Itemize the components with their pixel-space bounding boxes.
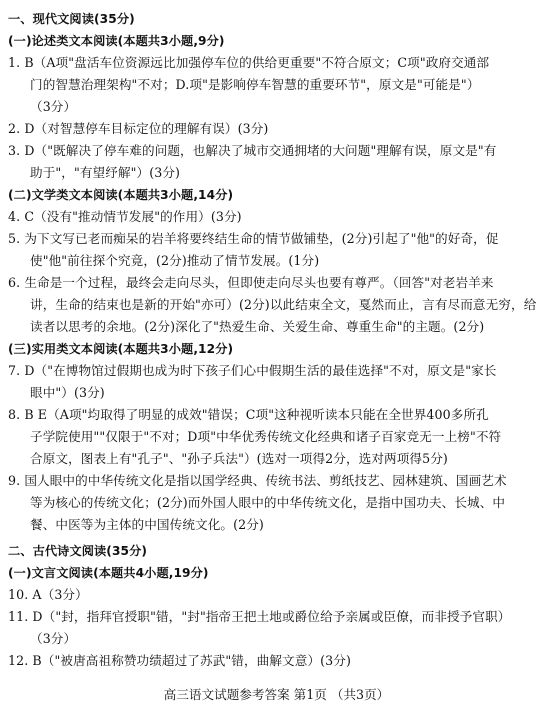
answer-3-line-2: 助于"，"有望纾解"）(3分) — [30, 165, 181, 180]
answer-11-line-2: （3分） — [30, 631, 77, 646]
subsection-heading-practical: (三)实用类文本阅读(本题共3小题,12分) — [8, 342, 234, 356]
answer-1-line-1: 1. B（A项"盘活车位资源远比加强停车位的供给更重要"不符合原文；C项"政府交通部 — [8, 55, 490, 70]
answer-5-line-2: 使"他"前往探个究竟，(2分)推动了情节发展。(1分) — [30, 253, 320, 268]
subsection-heading-classical-prose: (一)文言文阅读(本题共4小题,19分) — [8, 566, 209, 580]
answer-8-line-1: 8. B E（A项"均取得了明显的成效"错误；C项"这种视听读本只能在全世界400多所孔 — [8, 407, 489, 422]
answer-7-line-2: 眼中"）(3分) — [30, 385, 105, 400]
answer-6-line-1: 6. 生命是一个过程，最终会走向尽头，但即使走向尽头也要有尊严。（回答"对老岩羊来 — [8, 275, 494, 290]
section-heading-modern-reading: 一、现代文阅读(35分) — [8, 12, 135, 26]
answer-9-line-2: 等为核心的传统文化；(2分)而外国人眼中的中华传统文化，是指中国功夫、长城、中 — [30, 495, 506, 510]
answer-9-line-1: 9. 国人眼中的中华传统文化是指以国学经典、传统书法、剪纸技艺、园林建筑、国画艺术 — [8, 473, 507, 488]
answer-4: 4. C（没有"推动情节发展"的作用）(3分) — [8, 209, 242, 224]
answer-9-line-3: 餐、中医等为主体的中国传统文化。(2分) — [30, 517, 264, 532]
answer-1-line-3: （3分） — [30, 99, 77, 114]
answer-2: 2. D（对智慧停车目标定位的理解有误）(3分) — [8, 121, 269, 136]
subsection-heading-argumentative: (一)论述类文本阅读(本题共3小题,9分) — [8, 34, 225, 48]
answer-8-line-3: 合原文，图表上有"孔子"、"孙子兵法"）(选对一项得2分，选对两项得5分) — [30, 451, 448, 466]
answer-1-line-2: 门的智慧治理架构"不对；D.项"是影响停车智慧的重要环节"，原文是"可能是"） — [30, 77, 480, 92]
answer-6-line-3: 读者以思考的余地。(2分)深化了"热爱生命、关爱生命、尊重生命"的主题。(2分) — [30, 319, 485, 334]
answer-10: 10. A（3分） — [8, 587, 88, 602]
answer-7-line-1: 7. D（"在博物馆过假期也成为时下孩子们心中假期生活的最佳选择"不对，原文是"家长 — [8, 363, 497, 378]
subsection-heading-literary: (二)文学类文本阅读(本题共3小题,14分) — [8, 188, 234, 202]
answer-5-line-1: 5. 为下文写已老而痴呆的岩羊将要终结生命的情节做铺垫，(2分)引起了"他"的好奇，促 — [8, 231, 499, 246]
answer-6-line-2: 讲，生命的结束也是新的开始"亦可）(2分)以此结束全文，戛然而止，言有尽而意无穷，给 — [30, 297, 537, 312]
page-footer: 高三语文试题参考答案 第1页 （共3页） — [163, 687, 390, 702]
answer-12: 12. B（"被唐高祖称赞功绩超过了苏武"错，曲解文意）(3分) — [8, 653, 351, 668]
section-heading-classical-reading: 二、古代诗文阅读(35分) — [8, 544, 148, 558]
answer-8-line-2: 子学院使用""仅限于"不对；D项"中华优秀传统文化经典和诸子百家竞无一上榜"不符 — [30, 429, 502, 444]
answer-3-line-1: 3. D（"既解决了停车难的问题，也解决了城市交通拥堵的大问题"理解有误，原文是"有 — [8, 143, 497, 158]
answer-11-line-1: 11. D（"封，指拜官授职"错，"封"指帝王把土地或爵位给予亲属或臣僚，而非授予官职） — [8, 609, 511, 624]
